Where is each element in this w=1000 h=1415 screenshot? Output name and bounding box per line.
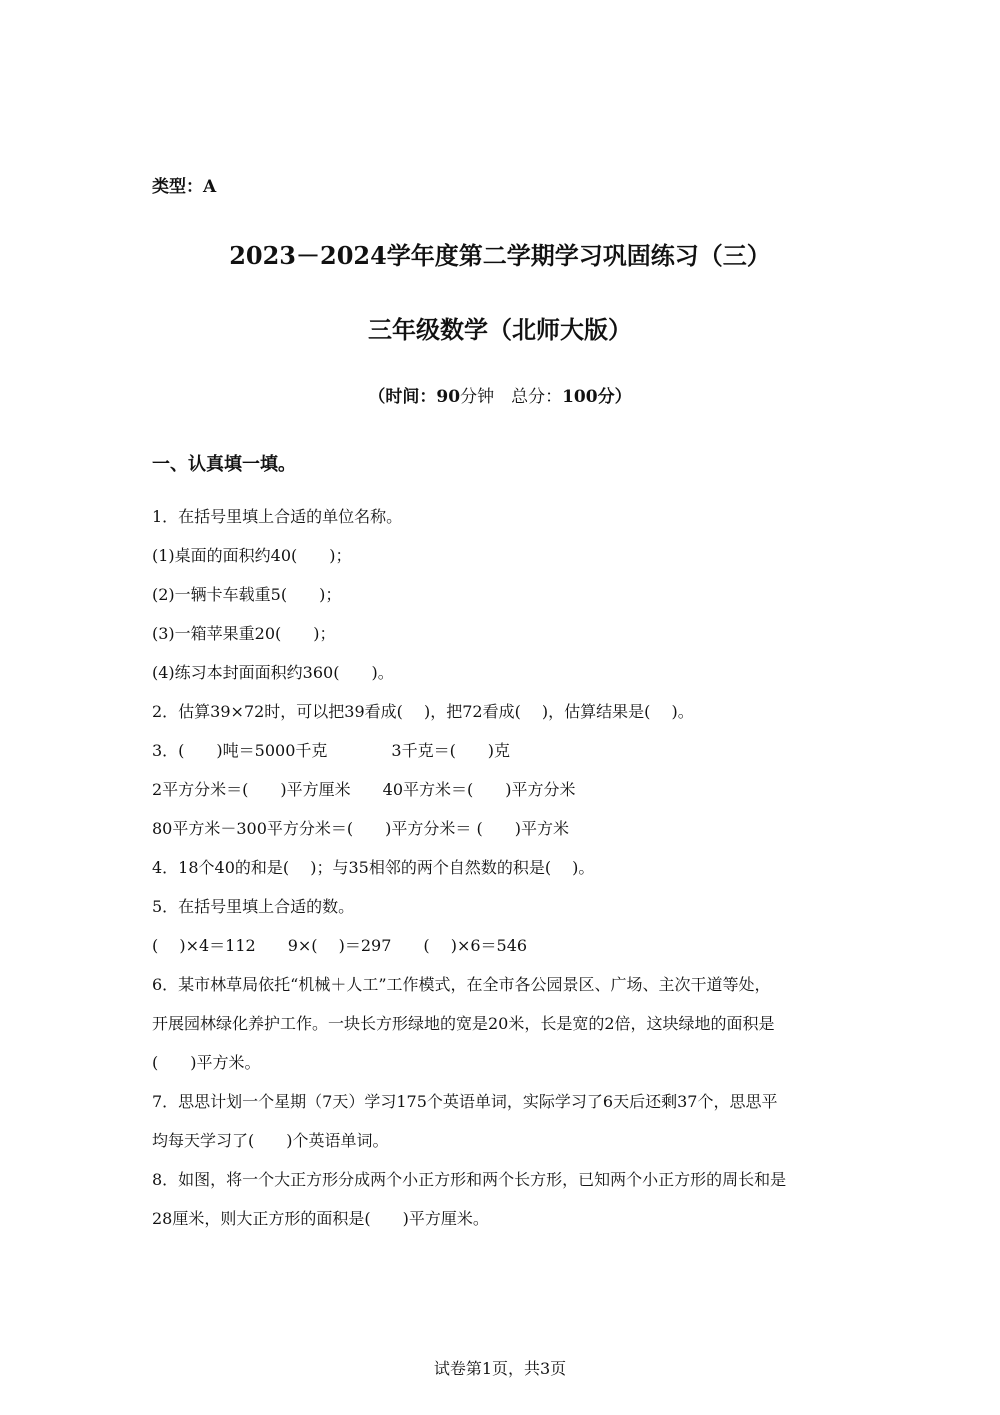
exam-title: 2023－2024学年度第二学期学习巩固练习（三） <box>229 241 771 270</box>
question-line: 均每天学习了( )个英语单词。 <box>152 1131 389 1150</box>
question-line: 2平方分米＝( )平方厘米 40平方米＝( )平方分米 <box>152 780 576 799</box>
question-line: (4)练习本封面面积约360( )。 <box>152 663 394 682</box>
question-line: ( )×4＝112 9×( )＝297 ( )×6＝546 <box>152 936 528 955</box>
question-line: 8．如图，将一个大正方形分成两个小正方形和两个长方形，已知两个小正方形的周长和是 <box>152 1170 787 1189</box>
section-heading: 一、认真填一填。 <box>152 454 296 475</box>
question-line: 7．思思计划一个星期（7天）学习175个英语单词，实际学习了6天后还剩37个，思思平 <box>152 1092 778 1111</box>
exam-type-label: 类型：A <box>152 177 217 197</box>
score-value: 100 <box>562 387 598 407</box>
question-line: (3)一箱苹果重20( )； <box>152 624 336 643</box>
score-unit: 分） <box>597 387 632 407</box>
question-line: ( )平方米。 <box>152 1053 261 1072</box>
question-line: (1)桌面的面积约40( )； <box>152 546 352 565</box>
question-line: 2．估算39×72时，可以把39看成( )，把72看成( )，估算结果是( )。 <box>152 702 694 721</box>
time-value: 90 <box>436 387 461 407</box>
question-line: 80平方米－300平方分米＝( )平方分米＝ ( )平方米 <box>152 819 569 838</box>
question-line: 开展园林绿化养护工作。一块长方形绿地的宽是20米，长是宽的2倍，这块绿地的面积是 <box>152 1014 775 1033</box>
question-line: 6．某市林草局依托“机械＋人工”工作模式，在全市各公园景区、广场、主次干道等处， <box>152 975 771 994</box>
question-line: (2)一辆卡车载重5( )； <box>152 585 342 604</box>
question-line: 5．在括号里填上合适的数。 <box>152 897 355 916</box>
time-unit: 分钟 总分： <box>460 387 563 407</box>
question-line: 28厘米，则大正方形的面积是( )平方厘米。 <box>152 1209 489 1228</box>
question-line: 1．在括号里填上合适的单位名称。 <box>152 507 403 526</box>
question-line: 4．18个40的和是( )；与35相邻的两个自然数的积是( )。 <box>152 858 595 877</box>
time-prefix: （时间： <box>368 387 437 407</box>
question-line: 3．( )吨＝5000千克 3千克＝( )克 <box>152 741 511 760</box>
exam-subtitle: 三年级数学（北师大版） <box>368 315 632 344</box>
time-score-info <box>0 382 1000 407</box>
page-footer: 试卷第1页，共3页 <box>433 1359 567 1378</box>
